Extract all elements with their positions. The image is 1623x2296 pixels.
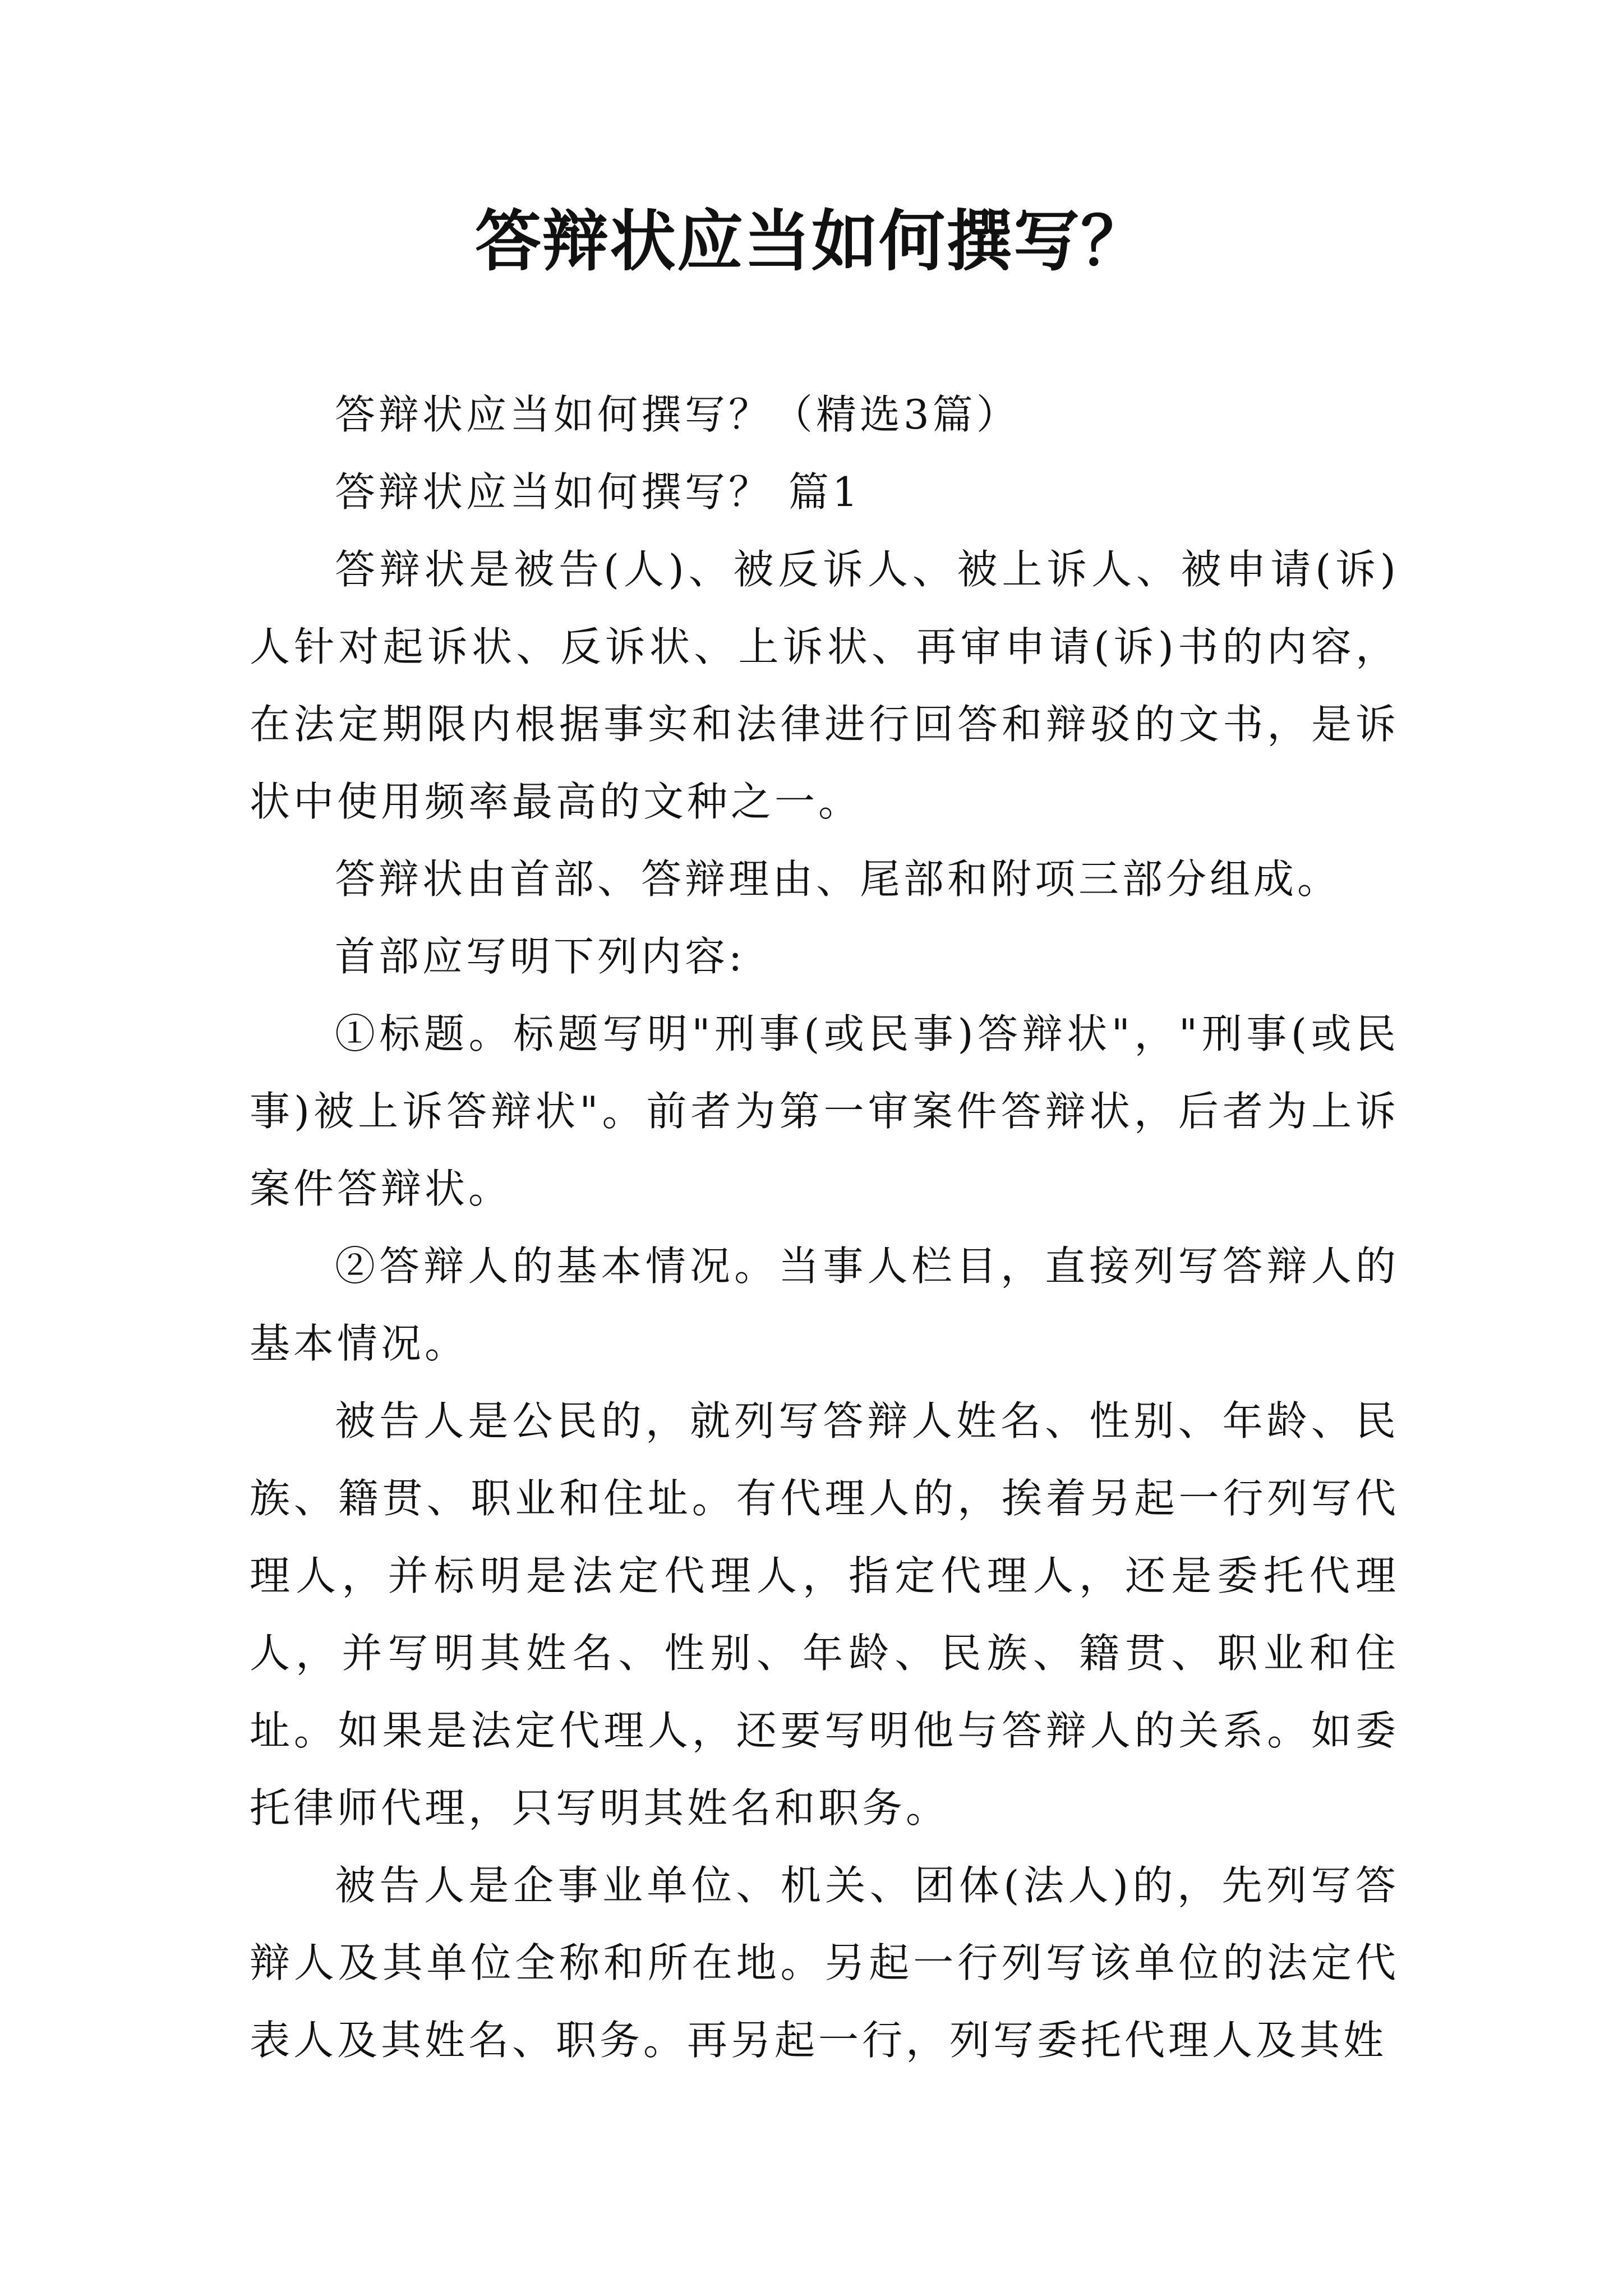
document-body <box>250 376 1399 2079</box>
paragraph: 首部应写明下列内容: <box>335 933 746 980</box>
paragraph-subtitle: 答辩状应当如何撰写？（精选3篇） <box>335 391 1020 438</box>
paragraph-section-heading: 答辩状应当如何撰写？ 篇1 <box>335 468 861 516</box>
paragraph: 答辩状是被告(人)、被反诉人、被上诉人、被申请(诉)人针对起诉状、反诉状、上诉状、再审申请(诉)书的内容，在法定期限内根据事实和法律进行回答和辩驳的文书，是诉状中使用频率最高的文种之一。 <box>250 546 1399 825</box>
document-title: 答辩状应当如何撰写？ <box>474 202 1148 280</box>
paragraph: ②答辩人的基本情况。当事人栏目，直接列写答辩人的基本情况。 <box>250 1243 1399 1367</box>
paragraph: 被告人是企事业单位、机关、团体(法人)的，先列写答辩人及其单位全称和所在地。另起一行列写该单位的法定代表人及其姓名、职务。再另起一行，列写委托代理人及其姓 <box>250 1862 1399 2064</box>
paragraph: 被告人是公民的，就列写答辩人姓名、性别、年龄、民族、籍贯、职业和住址。有代理人的，挨着另起一行列写代理人，并标明是法定代理人，指定代理人，还是委托代理人，并写明其姓名、性别、年龄、民族、籍贯、职业和住址。如果是法定代理人，还要写明他与答辩人的关系。如委托律师代理，只写明其姓名和职务。 <box>250 1397 1399 1832</box>
paragraph: ①标题。标题写明"刑事(或民事)答辩状"，"刑事(或民事)被上诉答辩状"。前者为第一审案件答辩状，后者为上诉案件答辩状。 <box>250 1010 1399 1212</box>
paragraph: 答辩状由首部、答辩理由、尾部和附项三部分组成。 <box>335 855 1341 903</box>
